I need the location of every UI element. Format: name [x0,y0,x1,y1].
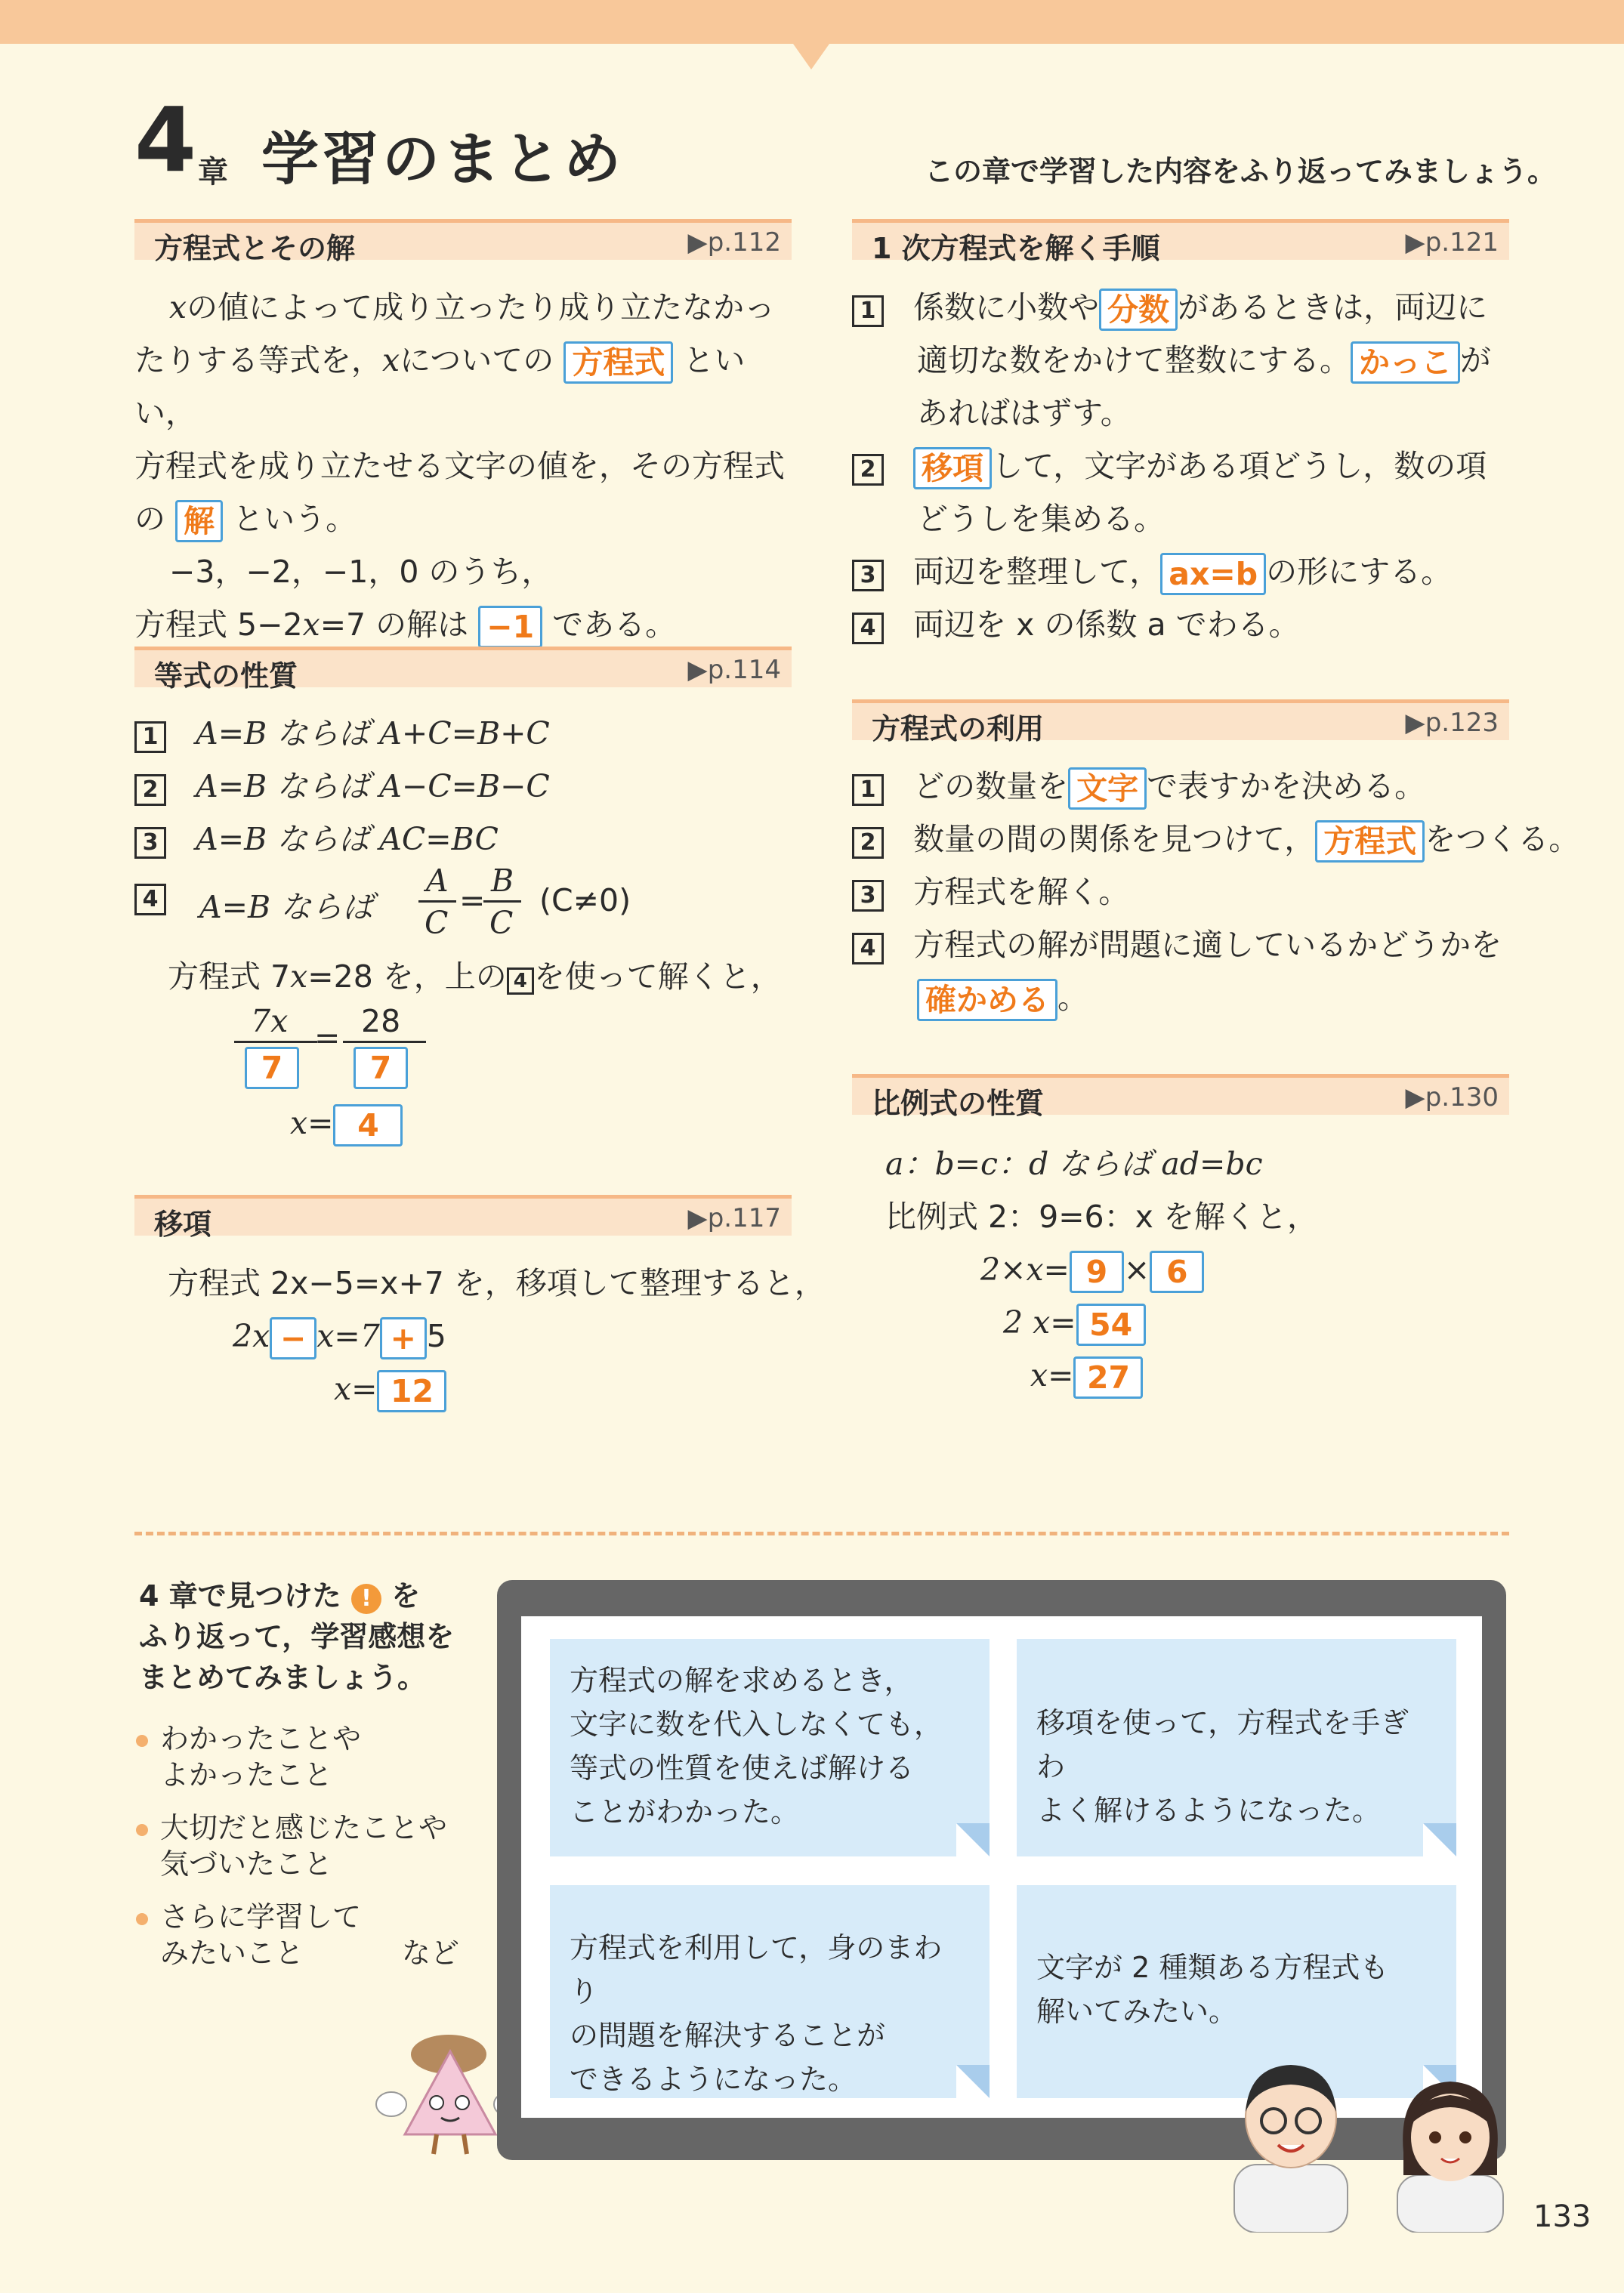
section-body-applying-equations: 1 どの数量を 文字 で表すかを決める。 2 数量の間の関係を見つけて， 方程式 をつくる。 3 方程式を解く。 4 方程式の解が問題に適しているかどうかを 確かめる 。 [852,760,1532,1024]
sticky-note: 移項を使って，方程式を手ぎわ よく解けるようになった。 [1017,1639,1456,1856]
section-body-transposition: 方程式 2x−5=x+7 を，移項して整理すると， 2x − x=7 + 5 x= 12 [168,1257,826,1415]
answer-box: ax=b [1160,553,1266,595]
section-title: 1 次方程式を解く手順 [872,232,1160,265]
number-badge: 4 [852,613,884,644]
page-reference[interactable]: ▶p.117 [687,1203,781,1233]
top-notch [793,44,829,69]
answer-box: 解 [175,500,223,542]
page-reference[interactable]: ▶p.112 [687,227,781,258]
answer-box: − [270,1317,316,1359]
answer-box: + [380,1317,427,1359]
page-number: 133 [1533,2199,1592,2234]
page-title: 学習のまとめ [261,125,624,193]
chapter-number: 4 [134,88,197,192]
list-item: 大切だと感じたことや 気づいたこと [136,1810,459,1882]
page-reference[interactable]: ▶p.114 [687,655,781,685]
section-header-equation-solution [134,219,792,265]
page-reference[interactable]: ▶p.130 [1405,1082,1499,1113]
answer-box: 4 [333,1104,403,1146]
answer-box: 確かめる [917,979,1057,1021]
answer-box: 54 [1076,1304,1146,1346]
sticky-note: 方程式の解を求めるとき， 文字に数を代入しなくても， 等式の性質を使えば解ける ことがわかった。 [550,1639,990,1856]
number-badge: 3 [852,560,884,591]
number-badge: 1 [134,721,166,753]
number-badge: 2 [852,454,884,486]
rule-4: 4 A=B ならば A C = B C (C≠0) [134,878,166,915]
number-badge: 4 [507,968,534,995]
section-header-equality-properties [134,647,792,693]
page-reference[interactable]: ▶p.123 [1405,708,1499,738]
answer-box: 9 [1070,1251,1124,1293]
answer-box: 方程式 [1315,820,1425,863]
section-body-equality-properties: 1 A=B ならば A+C=B+C 2 A=B ならば A−C=B−C 3 A=B ならば AC=BC [134,707,799,866]
answer-box: 移項 [913,447,992,489]
number-badge: 4 [134,884,166,915]
discovery-icon: ! [351,1584,381,1614]
reflection-prompt: 4 章で見つけた ! を ふり返って，学習感想を まとめてみましょう。 [139,1579,455,1694]
section-divider [134,1532,1509,1535]
number-badge: 3 [134,827,166,859]
number-badge: 1 [852,774,884,806]
sticky-note: 文字が 2 種類ある方程式も 解いてみたい。 [1017,1885,1456,2098]
answer-box: 7 [245,1047,299,1089]
answer-box: 文字 [1068,767,1147,810]
student-boy-illustration [1219,2051,1363,2233]
number-badge: 4 [852,933,884,964]
answer-box: 6 [1150,1251,1204,1293]
student-girl-illustration [1382,2069,1518,2233]
section-body-proportion: a：b=c：d ならば ad=bc 比例式 2：9=6：x を解くと， 2×x= 9 × 6 2 x= 54 x= 27 [885,1137,1318,1402]
answer-box: かっこ [1351,341,1460,384]
top-band [0,0,1624,44]
rule-4-solution: x= 4 [290,1097,403,1150]
section-header-transposition [134,1195,792,1241]
answer-box: 27 [1073,1356,1143,1399]
section-title: 等式の性質 [154,659,298,693]
page-subtitle: この章で学習した内容をふり返ってみましょう。 [925,155,1557,188]
sticky-note: 方程式を利用して，身のまわり の問題を解決することが できるようになった。 [550,1885,990,2098]
section-title: 移項 [154,1208,212,1241]
chapter-suffix: 章 [198,155,228,190]
section-title: 方程式の利用 [872,712,1045,745]
answer-box: 12 [377,1370,446,1412]
section-header-proportion [852,1074,1509,1120]
section-title: 方程式とその解 [154,232,356,265]
section-header-solving-steps [852,219,1509,265]
answer-box: −1 [478,606,542,648]
section-title: 比例式の性質 [872,1087,1045,1120]
section-body-equation-solution: xの値によって成り立ったり成り立たなかっ たりする等式を，xについての 方程式 といい， 方程式を成り立たせる文字の値を，その方程式 の 解 という。 −3，−2，−1，0 のうち， 方程式 5−2x=7 の解は −1 である。 [134,281,799,651]
page-reference[interactable]: ▶p.121 [1405,227,1499,258]
section-header-applying-equations [852,699,1509,745]
answer-box: 分数 [1099,289,1178,331]
section-body-solving-steps: 1 係数に小数や 分数 があるときは，両辺に 適切な数をかけて整数にする。 かっこ が あればはずす。 2 移項 して，文字がある項どうし，数の項 どうしを集める。 3 両辺を整理して， ax=b の形にする。 4 両辺を x の係数 a でわる。 [852,281,1532,651]
answer-box: 7 [354,1047,408,1089]
number-badge: 2 [852,827,884,859]
list-item: さらに学習して みたいこと など [136,1899,459,1971]
rule-4-example: 方程式 7x=28 を，上の 4 を使って解くと， [168,958,782,995]
number-badge: 3 [852,880,884,912]
answer-box: 方程式 [563,341,673,384]
list-item: わかったことや よかったこと [136,1721,459,1793]
bullet-list [136,1721,459,1971]
number-badge: 1 [852,295,884,327]
number-badge: 2 [134,774,166,806]
